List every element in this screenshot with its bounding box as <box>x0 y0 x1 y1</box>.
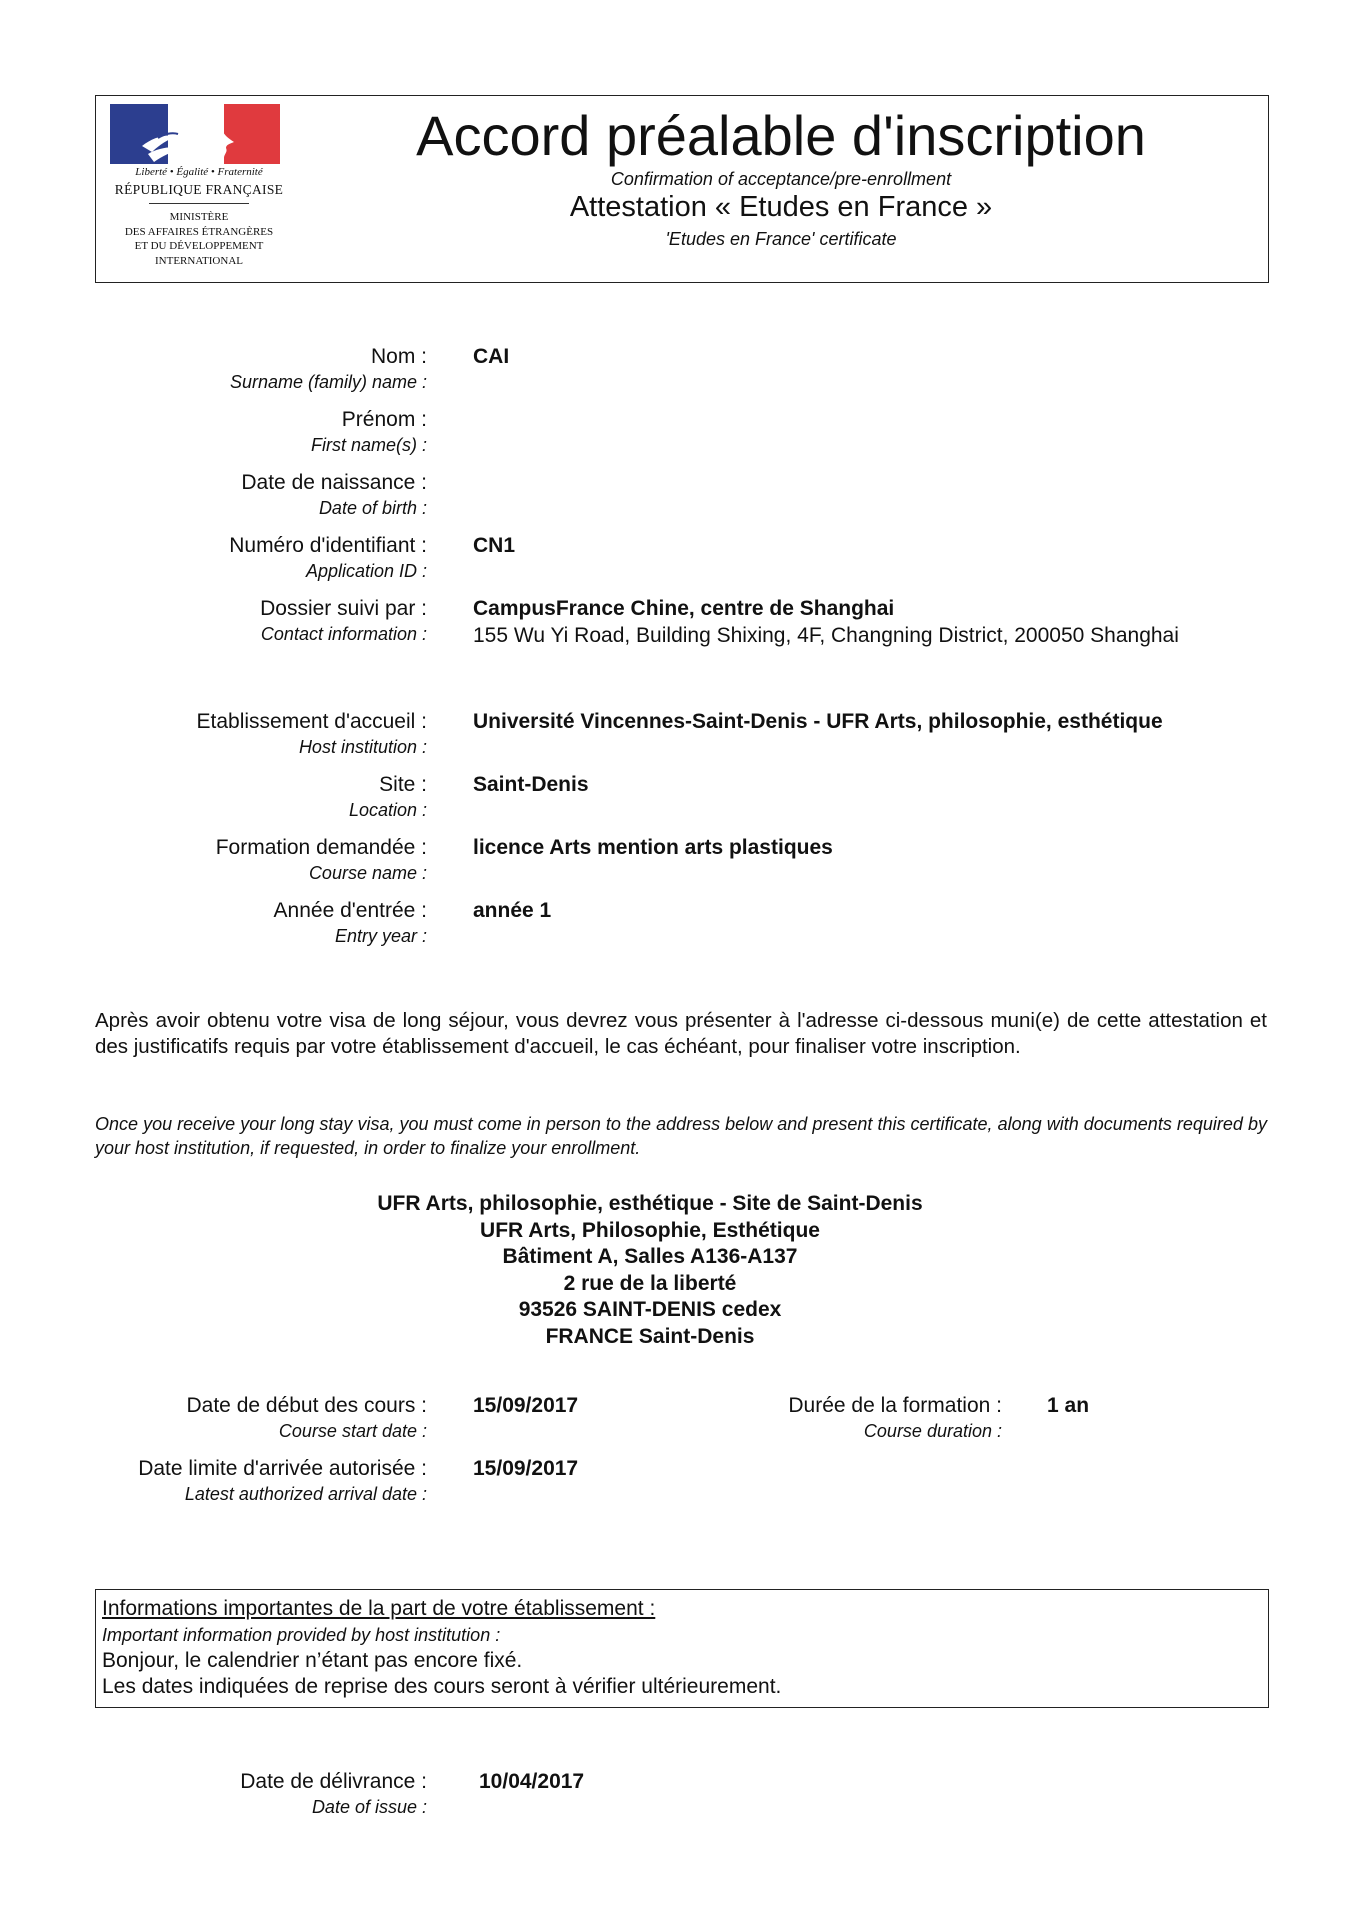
label-duree-en: Course duration : <box>863 1421 1002 1441</box>
label-formation: Formation demandée : <box>215 836 427 859</box>
label-dossier: Dossier suivi par : <box>260 597 427 620</box>
info-box-line: Bonjour, le calendrier n’étant pas encore fixé. <box>102 1649 523 1672</box>
label-identifiant-en: Application ID : <box>305 561 427 581</box>
important-info-box <box>95 1589 1269 1708</box>
logo-motto: Liberté • Égalité • Fraternité <box>135 166 263 178</box>
value-nom: CAI <box>473 345 510 368</box>
label-site: Site : <box>379 773 427 796</box>
document-header <box>95 95 1269 283</box>
label-date-delivrance: Date de délivrance : <box>240 1770 427 1793</box>
ministry-line: MINISTÈRE <box>169 211 229 223</box>
attestation-title: Attestation « Etudes en France » <box>569 191 993 223</box>
label-date-limite: Date limite d'arrivée autorisée : <box>138 1457 427 1480</box>
label-date-debut-en: Course start date : <box>278 1421 427 1441</box>
document-title: Accord préalable d'inscription <box>416 104 1146 167</box>
address-line: 2 rue de la liberté <box>563 1271 737 1295</box>
label-prenom-en: First name(s) : <box>310 435 427 455</box>
instructions-fr: Après avoir obtenu votre visa de long séjour, vous devrez vous présenter à l'adresse ci-dessous muni(e) de cette attestation et des justificatifs requis par votre établissement d'accueil, le cas échéant, pour finaliser votre inscription. <box>95 1009 1267 1058</box>
address-line: UFR Arts, Philosophie, Esthétique <box>480 1218 820 1242</box>
address-line: UFR Arts, philosophie, esthétique - Site de Saint-Denis <box>377 1192 923 1215</box>
value-date-limite: 15/09/2017 <box>473 1457 579 1480</box>
label-date-limite-en: Latest authorized arrival date : <box>184 1484 427 1504</box>
info-box-line: Les dates indiquées de reprise des cours seront à vérifier ultérieurement. <box>102 1675 782 1698</box>
enrollment-address <box>150 1191 1150 1350</box>
ministry-line: INTERNATIONAL <box>155 254 243 267</box>
value-date-debut: 15/09/2017 <box>473 1394 579 1417</box>
logo-divider <box>149 203 249 204</box>
label-nom: Nom : <box>370 345 427 368</box>
label-naissance: Date de naissance : <box>241 471 427 494</box>
label-dossier-en: Contact information : <box>260 624 427 644</box>
document-subtitle: Confirmation of acceptance/pre-enrollment <box>610 169 952 189</box>
label-naissance-en: Date of birth : <box>318 498 427 518</box>
logo-ministry-name <box>110 210 288 268</box>
value-date-delivrance: 10/04/2017 <box>479 1770 585 1793</box>
label-annee: Année d'entrée : <box>273 899 427 922</box>
value-dossier-address: 155 Wu Yi Road, Building Shixing, 4F, Changning District, 200050 Shanghai <box>473 624 1179 647</box>
value-annee: année 1 <box>473 899 552 922</box>
instructions-en: Once you receive your long stay visa, you must come in person to the address below and present this certificate, along with documents required by your host institution, if requested, in order to finalize your enrollment. <box>95 1114 1267 1158</box>
label-prenom: Prénom : <box>341 408 427 431</box>
address-line: FRANCE Saint-Denis <box>545 1324 755 1348</box>
value-formation: licence Arts mention arts plastiques <box>473 836 833 859</box>
value-duree: 1 an <box>1047 1394 1090 1417</box>
republique-francaise-logo <box>110 104 288 276</box>
ministry-line: ET DU DÉVELOPPEMENT <box>134 240 264 252</box>
label-annee-en: Entry year : <box>334 926 427 946</box>
label-etablissement-en: Host institution : <box>298 737 427 757</box>
attestation-title-en: 'Etudes en France' certificate <box>665 229 897 249</box>
label-date-delivrance-en: Date of issue : <box>311 1797 427 1817</box>
ministry-line: DES AFFAIRES ÉTRANGÈRES <box>124 225 274 238</box>
label-duree: Durée de la formation : <box>788 1394 1002 1417</box>
info-box-subtitle: Important information provided by host institution : <box>102 1625 501 1645</box>
address-line: Bâtiment A, Salles A136-A137 <box>502 1245 798 1268</box>
label-identifiant: Numéro d'identifiant : <box>229 534 427 557</box>
value-dossier: CampusFrance Chine, centre de Shanghai <box>473 597 895 620</box>
label-nom-en: Surname (family) name : <box>229 372 427 392</box>
label-formation-en: Course name : <box>308 863 427 883</box>
info-box-title: Informations importantes de la part de votre établissement : <box>102 1597 656 1620</box>
label-site-en: Location : <box>348 800 427 820</box>
address-line: 93526 SAINT-DENIS cedex <box>518 1298 782 1321</box>
label-etablissement: Etablissement d'accueil : <box>196 710 427 733</box>
value-site: Saint-Denis <box>473 773 589 796</box>
logo-republic-name: RÉPUBLIQUE FRANÇAISE <box>114 182 284 197</box>
value-etablissement: Université Vincennes-Saint-Denis - UFR Arts, philosophie, esthétique <box>473 710 1163 733</box>
value-identifiant: CN1 <box>473 534 516 557</box>
marianne-profile-icon <box>130 108 240 164</box>
label-date-debut: Date de début des cours : <box>186 1394 427 1417</box>
